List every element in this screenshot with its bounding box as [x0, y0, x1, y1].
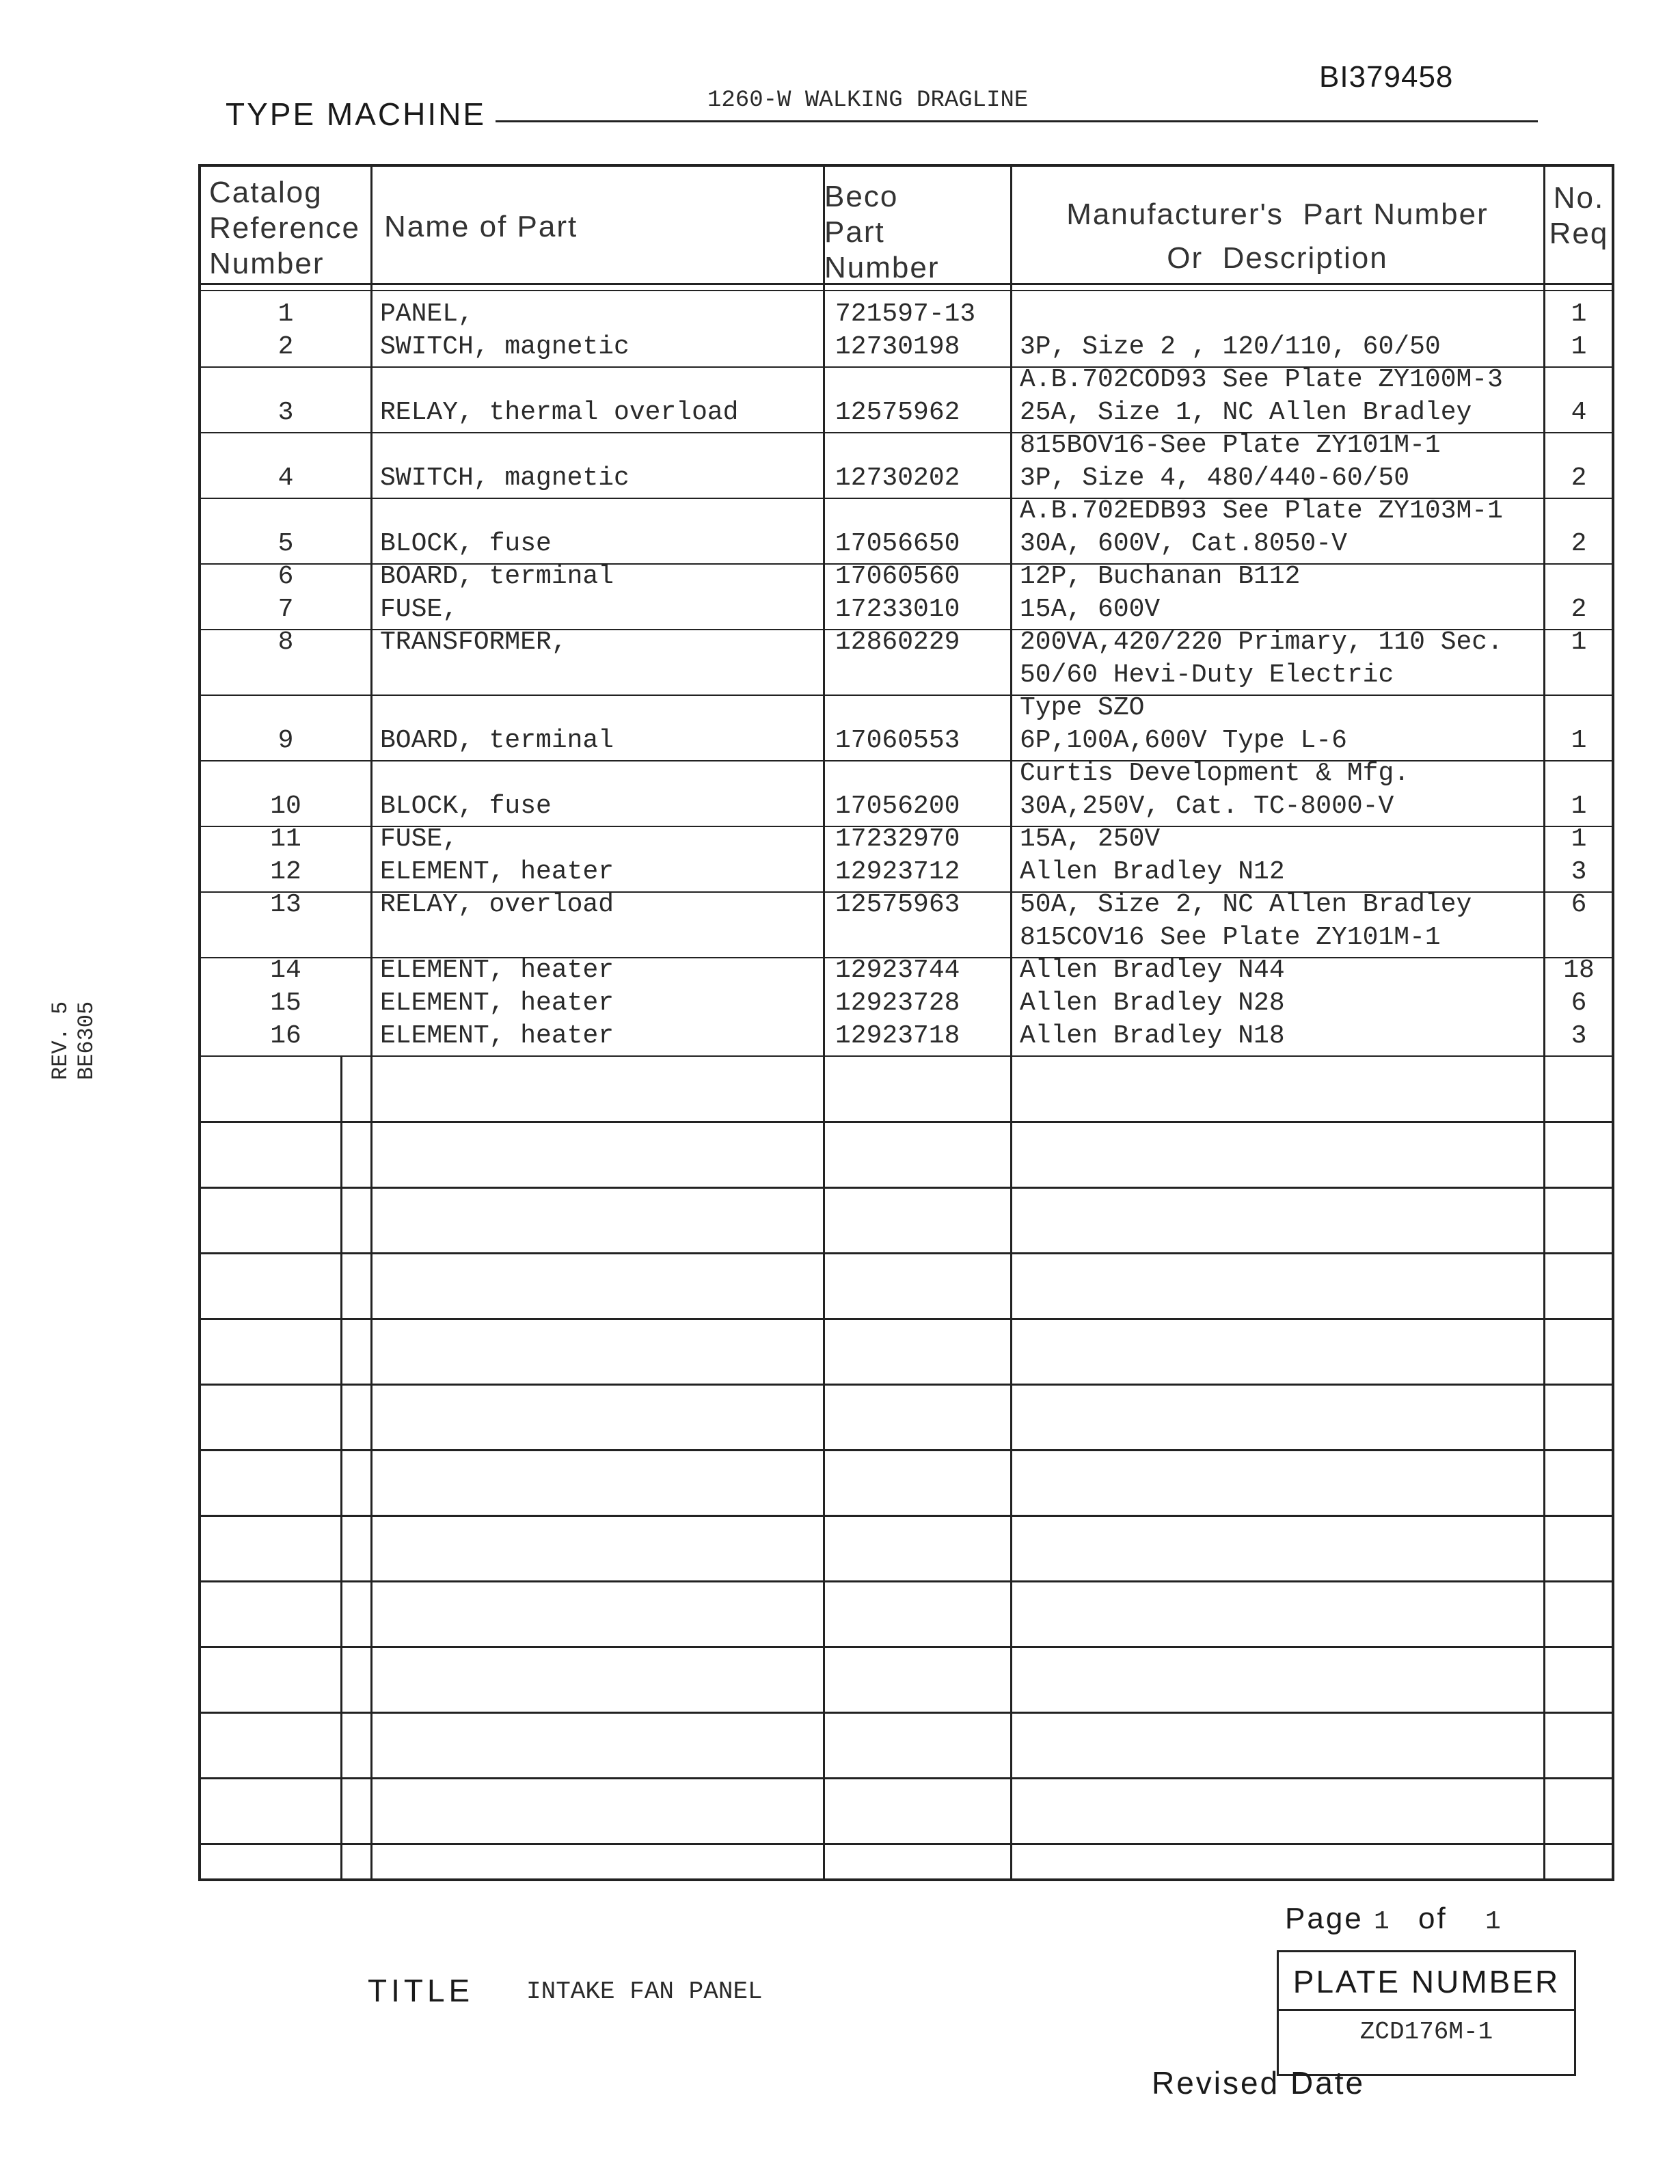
manufacturer-description-cell: 15A, 250V: [1020, 824, 1161, 854]
blank-row-divider: [201, 1252, 1612, 1254]
page-current: 1: [1374, 1907, 1392, 1937]
catalog-reference-cell: 14: [270, 956, 301, 985]
part-name-cell: FUSE,: [380, 824, 459, 854]
quantity-required-cell: 1: [1571, 824, 1587, 854]
part-name-cell: TRANSFORMER,: [380, 628, 567, 657]
quantity-required-cell: 6: [1571, 988, 1587, 1018]
catalog-reference-cell: 3: [277, 398, 294, 427]
manufacturer-description-cell: 50/60 Hevi-Duty Electric: [1020, 660, 1394, 690]
catalog-reference-cell: 4: [277, 463, 294, 493]
blank-row-divider: [201, 1712, 1612, 1714]
quantity-required-cell: 1: [1571, 792, 1587, 821]
type-machine-underline: [496, 120, 1538, 122]
manufacturer-description-cell: Type SZO: [1020, 693, 1145, 723]
catalog-reference-cell: 8: [277, 628, 294, 657]
beco-part-number-cell: 17060553: [835, 726, 960, 755]
manufacturer-description-cell: Allen Bradley N44: [1020, 956, 1285, 985]
row-divider: [201, 1055, 1612, 1057]
manufacturer-description-cell: 30A,250V, Cat. TC-8000-V: [1020, 792, 1394, 821]
part-name-cell: FUSE,: [380, 595, 459, 624]
catalog-reference-cell: 5: [277, 529, 294, 558]
part-name-cell: ELEMENT, heater: [380, 857, 614, 887]
margin-revision-note: REV. 5 BE6305: [48, 1001, 99, 1080]
blank-subcolumn-divider: [340, 1055, 342, 1878]
column-divider: [370, 167, 372, 1878]
beco-part-number-cell: 17056650: [835, 529, 960, 558]
plate-number-box: [1277, 1950, 1576, 2076]
manufacturer-description-cell: Allen Bradley N12: [1020, 857, 1285, 887]
quantity-required-cell: 1: [1571, 332, 1587, 362]
quantity-required-cell: 2: [1571, 595, 1587, 624]
revised-date-label: Revised Date: [1152, 2065, 1366, 2101]
part-name-cell: BOARD, terminal: [380, 726, 614, 755]
header-rule: [201, 283, 1612, 285]
quantity-required-cell: 6: [1571, 890, 1587, 919]
manufacturer-description-cell: A.B.702COD93 See Plate ZY100M-3: [1020, 365, 1503, 394]
row-divider: [201, 760, 1612, 761]
header-beco-part-number: Beco Part Number: [824, 180, 940, 284]
blank-row-divider: [201, 1580, 1612, 1582]
row-divider: [201, 629, 1612, 630]
manufacturer-description-cell: Allen Bradley N28: [1020, 988, 1285, 1018]
catalog-reference-cell: 16: [270, 1021, 301, 1051]
header-catalog-reference: Catalog Reference Number: [209, 176, 361, 280]
part-name-cell: BLOCK, fuse: [380, 529, 552, 558]
catalog-reference-cell: 10: [270, 792, 301, 821]
beco-part-number-cell: 12730202: [835, 463, 960, 493]
part-name-cell: BLOCK, fuse: [380, 792, 552, 821]
catalog-reference-cell: 2: [277, 332, 294, 362]
part-name-cell: ELEMENT, heater: [380, 1021, 614, 1051]
part-name-cell: ELEMENT, heater: [380, 956, 614, 985]
header-name-of-part: Name of Part: [384, 210, 578, 243]
document-id: BI379458: [1319, 60, 1454, 94]
quantity-required-cell: 3: [1571, 857, 1587, 887]
part-name-cell: PANEL,: [380, 299, 474, 329]
quantity-required-cell: 4: [1571, 398, 1587, 427]
catalog-reference-cell: 13: [270, 890, 301, 919]
beco-part-number-cell: 12575963: [835, 890, 960, 919]
title-label: TITLE: [368, 1973, 474, 2008]
blank-row-divider: [201, 1646, 1612, 1648]
quantity-required-cell: 1: [1571, 628, 1587, 657]
beco-part-number-cell: 17056200: [835, 792, 960, 821]
manufacturer-description-cell: 200VA,420/220 Primary, 110 Sec.: [1020, 628, 1503, 657]
catalog-reference-cell: 6: [277, 562, 294, 591]
type-machine-label: TYPE MACHINE: [226, 96, 487, 132]
beco-part-number-cell: 12923718: [835, 1021, 960, 1051]
manufacturer-description-cell: 12P, Buchanan B112: [1020, 562, 1301, 591]
beco-part-number-cell: 12923728: [835, 988, 960, 1018]
blank-row-divider: [201, 1843, 1612, 1845]
quantity-required-cell: 2: [1571, 463, 1587, 493]
page-label: Page: [1285, 1902, 1364, 1935]
header-rule: [201, 290, 1612, 291]
part-name-cell: RELAY, overload: [380, 890, 614, 919]
manufacturer-description-cell: 3P, Size 2 , 120/110, 60/50: [1020, 332, 1441, 362]
blank-row-divider: [201, 1777, 1612, 1779]
catalog-reference-cell: 1: [277, 299, 294, 329]
catalog-reference-cell: 7: [277, 595, 294, 624]
part-name-cell: SWITCH, magnetic: [380, 332, 629, 362]
row-divider: [201, 432, 1612, 433]
manufacturer-description-cell: 30A, 600V, Cat.8050-V: [1020, 529, 1347, 558]
blank-row-divider: [201, 1515, 1612, 1517]
catalog-reference-cell: 12: [270, 857, 301, 887]
quantity-required-cell: 1: [1571, 299, 1587, 329]
beco-part-number-cell: 12923712: [835, 857, 960, 887]
manufacturer-description-cell: 50A, Size 2, NC Allen Bradley: [1020, 890, 1472, 919]
quantity-required-cell: 3: [1571, 1021, 1587, 1051]
header-number-required: No. Req: [1549, 181, 1609, 250]
blank-row-divider: [201, 1187, 1612, 1189]
manufacturer-description-cell: A.B.702EDB93 See Plate ZY103M-1: [1020, 496, 1503, 526]
row-divider: [201, 695, 1612, 696]
beco-part-number-cell: 17233010: [835, 595, 960, 624]
row-divider: [201, 957, 1612, 958]
title-value: INTAKE FAN PANEL: [526, 1978, 763, 2006]
plate-number-label: PLATE NUMBER: [1279, 1952, 1574, 2011]
column-divider: [823, 167, 825, 1878]
row-divider: [201, 498, 1612, 499]
beco-part-number-cell: 12575962: [835, 398, 960, 427]
blank-row-divider: [201, 1318, 1612, 1320]
catalog-reference-cell: 11: [270, 824, 301, 854]
beco-part-number-cell: 12730198: [835, 332, 960, 362]
blank-row-divider: [201, 1449, 1612, 1451]
row-divider: [201, 826, 1612, 827]
quantity-required-cell: 18: [1563, 956, 1595, 985]
beco-part-number-cell: 17060560: [835, 562, 960, 591]
page-indicator: [1285, 1902, 1503, 1937]
manufacturer-description-cell: 815BOV16-See Plate ZY101M-1: [1020, 431, 1441, 460]
header-manufacturer-part-number: Manufacturer's Part Number Or Description: [1066, 198, 1489, 275]
column-divider: [1010, 167, 1012, 1878]
manufacturer-description-cell: 25A, Size 1, NC Allen Bradley: [1020, 398, 1472, 427]
beco-part-number-cell: 17232970: [835, 824, 960, 854]
beco-part-number-cell: 721597-13: [835, 299, 976, 329]
manufacturer-description-cell: 815COV16 See Plate ZY101M-1: [1020, 923, 1441, 952]
parts-table: [198, 164, 1614, 1881]
part-name-cell: ELEMENT, heater: [380, 988, 614, 1018]
manufacturer-description-cell: 6P,100A,600V Type L-6: [1020, 726, 1347, 755]
row-divider: [201, 891, 1612, 893]
blank-row-divider: [201, 1121, 1612, 1123]
manufacturer-description-cell: 3P, Size 4, 480/440-60/50: [1020, 463, 1410, 493]
manufacturer-description-cell: Curtis Development & Mfg.: [1020, 759, 1410, 788]
beco-part-number-cell: 12923744: [835, 956, 960, 985]
plate-number-value: ZCD176M-1: [1359, 2018, 1493, 2046]
quantity-required-cell: 2: [1571, 529, 1587, 558]
row-divider: [201, 563, 1612, 565]
quantity-required-cell: 1: [1571, 726, 1587, 755]
catalog-reference-cell: 15: [270, 988, 301, 1018]
part-name-cell: RELAY, thermal overload: [380, 398, 739, 427]
manufacturer-description-cell: Allen Bradley N18: [1020, 1021, 1285, 1051]
page-of: of: [1418, 1902, 1448, 1935]
type-machine-value: 1260-W WALKING DRAGLINE: [707, 87, 1029, 113]
part-name-cell: SWITCH, magnetic: [380, 463, 629, 493]
blank-row-divider: [201, 1384, 1612, 1386]
manufacturer-description-cell: 15A, 600V: [1020, 595, 1161, 624]
row-divider: [201, 366, 1612, 368]
catalog-reference-cell: 9: [277, 726, 294, 755]
part-name-cell: BOARD, terminal: [380, 562, 614, 591]
page-total: 1: [1485, 1907, 1503, 1937]
beco-part-number-cell: 12860229: [835, 628, 960, 657]
